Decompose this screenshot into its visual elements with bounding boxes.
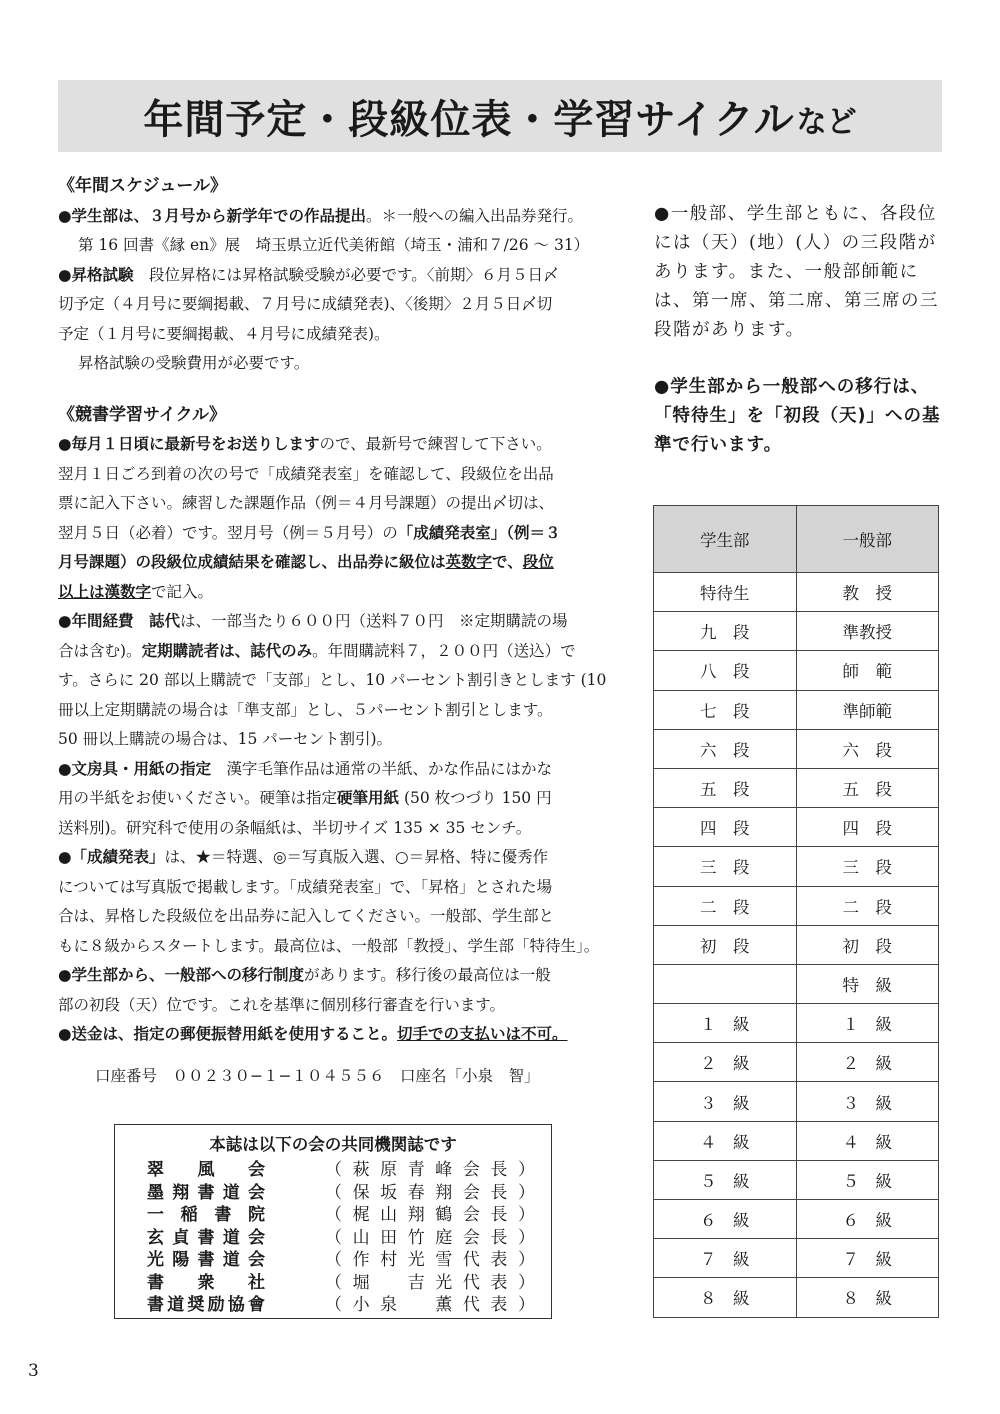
text-segment: 漢字毛筆作品は通常の半紙、かな作品にはかな bbox=[211, 759, 553, 778]
general-rank-cell: 教 授 bbox=[796, 573, 939, 612]
text-line bbox=[58, 578, 618, 608]
general-rank-cell: 準師範 bbox=[796, 690, 939, 729]
student-rank-cell: 三 段 bbox=[654, 847, 797, 886]
text-segment: ので、最新号で練習して下さい。 bbox=[319, 435, 552, 453]
general-rank-cell: 四 段 bbox=[796, 808, 939, 847]
student-rank-cell: 八 段 bbox=[654, 651, 797, 690]
text-segment: 以上は漢数字 bbox=[58, 582, 152, 601]
text-line bbox=[58, 755, 618, 785]
association-row bbox=[115, 1227, 551, 1250]
student-rank-cell: 七 段 bbox=[654, 690, 797, 729]
rank-row bbox=[654, 768, 939, 807]
cycle-heading: 《競書学習サイクル》 bbox=[58, 404, 226, 425]
text-segment: 英数字 bbox=[445, 553, 493, 571]
text-segment: 冊以上定期購読の場合は「準支部」とし、５パーセント割引とします。 bbox=[58, 700, 553, 719]
text-line bbox=[58, 202, 618, 232]
schedule-body bbox=[58, 202, 618, 379]
text-line bbox=[58, 231, 618, 261]
text-segment: 合は、昇格した段級位を出品券に記入してください。一般部、学生部と bbox=[58, 907, 555, 925]
text-line bbox=[58, 430, 618, 460]
rank-row bbox=[654, 1004, 939, 1043]
rank-table bbox=[653, 505, 939, 1318]
text-line bbox=[58, 814, 618, 844]
text-segment: ●毎月１日頃に最新号をお送りします bbox=[58, 435, 320, 453]
text-segment: 。年間購読料７，２００円（送込）で bbox=[312, 641, 576, 660]
text-segment: については写真版で掲載します。「成績発表室」で、「昇格」とされた場 bbox=[58, 877, 553, 896]
page-title-suffix: など bbox=[796, 105, 857, 140]
student-rank-cell: 九 段 bbox=[654, 612, 797, 651]
rank-row bbox=[654, 612, 939, 651]
general-rank-cell: ４ 級 bbox=[796, 1121, 939, 1160]
rank-row bbox=[654, 925, 939, 964]
association-list bbox=[115, 1159, 551, 1317]
text-segment: 50 冊以上購読の場合は、15 パーセント割引)。 bbox=[58, 730, 393, 748]
text-segment: 段位 bbox=[522, 553, 554, 571]
text-segment: 硬筆用紙 bbox=[337, 789, 400, 807]
text-segment: で、 bbox=[492, 553, 523, 571]
text-line bbox=[58, 873, 618, 903]
text-segment: 合は含む)。 bbox=[58, 641, 142, 660]
text-segment: 用の半紙をお使いください。硬筆は指定 bbox=[58, 789, 338, 807]
association-row bbox=[115, 1159, 551, 1182]
section-gap bbox=[58, 379, 618, 401]
text-line bbox=[58, 349, 618, 379]
text-line bbox=[58, 932, 618, 962]
header-general: 一般部 bbox=[796, 506, 939, 573]
rank-row bbox=[654, 1278, 939, 1317]
association-name: 一稲書院 bbox=[147, 1205, 265, 1225]
rank-row bbox=[654, 808, 939, 847]
association-name: 書道奨励協會 bbox=[147, 1295, 265, 1315]
student-rank-cell: ７ 級 bbox=[654, 1239, 797, 1278]
general-rank-cell: ５ 級 bbox=[796, 1160, 939, 1199]
student-rank-cell: 初 段 bbox=[654, 925, 797, 964]
general-rank-cell: １ 級 bbox=[796, 1004, 939, 1043]
text-line bbox=[58, 1020, 618, 1050]
text-segment: 翌月５日（必着）です。翌月号（例＝５月号）の bbox=[58, 523, 398, 542]
association-name: 玄貞書道会 bbox=[147, 1227, 265, 1248]
rank-row bbox=[654, 729, 939, 768]
association-row bbox=[115, 1249, 551, 1272]
schedule-heading: 《年間スケジュール》 bbox=[58, 176, 227, 196]
student-rank-cell: ６ 級 bbox=[654, 1200, 797, 1239]
association-leader: （小泉 薫代表） bbox=[325, 1295, 535, 1315]
general-rank-cell: 師 範 bbox=[796, 651, 939, 690]
student-rank-cell: ３ 級 bbox=[654, 1082, 797, 1121]
rank-row bbox=[654, 847, 939, 886]
text-line bbox=[58, 902, 618, 932]
text-line bbox=[58, 607, 618, 637]
text-segment: ●昇格試験 bbox=[58, 265, 134, 284]
general-rank-cell: ８ 級 bbox=[796, 1278, 939, 1317]
text-line bbox=[58, 290, 618, 320]
rank-row bbox=[654, 964, 939, 1003]
page-number: 3 bbox=[28, 1361, 39, 1381]
association-heading: 本誌は以下の会の共同機関誌です bbox=[209, 1135, 457, 1154]
text-segment: 送料別)。研究科で使用の条幅紙は、半切サイズ 135 × 35 センチ。 bbox=[58, 818, 532, 837]
association-name: 書衆社 bbox=[147, 1272, 265, 1293]
rank-row bbox=[654, 1239, 939, 1278]
student-rank-cell: ４ 級 bbox=[654, 1121, 797, 1160]
cycle-body bbox=[58, 430, 618, 1050]
text-segment: ●送金は、指定の郵便振替用紙を使用すること。 bbox=[58, 1025, 398, 1043]
header-student: 学生部 bbox=[654, 506, 797, 573]
student-rank-cell: １ 級 bbox=[654, 1004, 797, 1043]
general-rank-cell: 六 段 bbox=[796, 729, 939, 768]
association-row bbox=[115, 1294, 551, 1317]
text-segment: 票に記入下さい。練習した課題作品（例＝４月号課題）の提出〆切は、 bbox=[58, 494, 555, 512]
general-rank-cell: 二 段 bbox=[796, 886, 939, 925]
association-row bbox=[115, 1182, 551, 1205]
text-segment: ●学生部は、３月号から新学年での作品提出 bbox=[58, 206, 367, 225]
student-rank-cell: ８ 級 bbox=[654, 1278, 797, 1317]
text-line bbox=[58, 725, 618, 755]
association-name: 光陽書道会 bbox=[147, 1250, 265, 1270]
text-line bbox=[58, 489, 618, 519]
text-line bbox=[58, 666, 618, 696]
student-rank-cell: 特待生 bbox=[654, 573, 797, 612]
text-line bbox=[58, 696, 618, 726]
student-rank-cell: ２ 級 bbox=[654, 1043, 797, 1082]
text-segment: ●文房具・用紙の指定 bbox=[58, 759, 212, 778]
left-column bbox=[58, 172, 618, 1050]
page-title: 年間予定・段級位表・学習サイクル bbox=[143, 96, 795, 143]
student-rank-cell bbox=[654, 964, 797, 1003]
text-line bbox=[58, 991, 618, 1021]
page-title-banner bbox=[58, 80, 942, 152]
text-segment: 定期購読者は、誌代のみ bbox=[141, 641, 313, 660]
text-segment: 昇格試験の受験費用が必要です。 bbox=[78, 354, 310, 372]
text-segment: で記入。 bbox=[151, 582, 214, 601]
text-line bbox=[58, 320, 618, 350]
general-rank-cell: ２ 級 bbox=[796, 1043, 939, 1082]
association-leader: （萩原青峰会長） bbox=[325, 1160, 535, 1180]
general-rank-cell: ６ 級 bbox=[796, 1200, 939, 1239]
text-segment: 予定（１月号に要綱掲載、４月号に成績発表)。 bbox=[58, 324, 390, 343]
association-row bbox=[115, 1272, 551, 1295]
text-segment: 切予定（４月号に要綱掲載、７月号に成績発表)、〈後期〉２月５日〆切 bbox=[58, 295, 553, 313]
association-leader: （堀 吉光代表） bbox=[325, 1272, 535, 1293]
text-line bbox=[58, 784, 618, 814]
rank-row bbox=[654, 1082, 939, 1121]
rank-row bbox=[654, 690, 939, 729]
text-segment: があります。移行後の最高位は一般 bbox=[304, 966, 551, 984]
bank-account: 口座番号 ００２３０−１−１０４５５６ 口座名「小泉 智」 bbox=[95, 1067, 540, 1085]
general-rank-cell: 初 段 bbox=[796, 925, 939, 964]
rank-row bbox=[654, 1200, 939, 1239]
general-rank-cell: ３ 級 bbox=[796, 1082, 939, 1121]
text-segment: 月号課題）の段級位成績結果を確認し、出品券に級位は bbox=[58, 553, 446, 571]
general-rank-cell: 特 級 bbox=[796, 964, 939, 1003]
text-segment: ●年間経費 誌代 bbox=[58, 612, 181, 630]
text-segment: 翌月１日ごろ到着の次の号で「成績発表室」を確認して、段級位を出品 bbox=[58, 464, 554, 483]
association-leader: （梶山翔鶴会長） bbox=[325, 1205, 535, 1225]
text-segment: (50 枚つづり 150 円 bbox=[399, 789, 552, 807]
association-box bbox=[114, 1124, 552, 1319]
text-segment: は、一部当たり６００円（送料７０円 ※定期購読の場 bbox=[180, 612, 568, 630]
general-rank-cell: ７ 級 bbox=[796, 1239, 939, 1278]
student-rank-cell: 六 段 bbox=[654, 729, 797, 768]
general-rank-cell: 五 段 bbox=[796, 768, 939, 807]
text-line bbox=[58, 637, 618, 667]
text-segment: ●「成績発表」 bbox=[58, 848, 165, 866]
text-line bbox=[58, 519, 618, 549]
text-line bbox=[58, 460, 618, 490]
association-name: 墨翔書道会 bbox=[147, 1182, 265, 1203]
text-segment: 。＊一般への編入出品券発行。 bbox=[366, 206, 584, 225]
student-rank-cell: ５ 級 bbox=[654, 1160, 797, 1199]
text-line bbox=[58, 961, 618, 991]
text-segment: 部の初段（天）位です。これを基準に個別移行審査を行います。 bbox=[58, 995, 506, 1014]
text-line bbox=[58, 261, 618, 291]
rank-table-header bbox=[654, 506, 939, 573]
text-segment: 段位昇格には昇格試験受験が必要です。〈前期〉６月５日〆 bbox=[133, 265, 559, 284]
text-segment: 「成績発表室」（例＝３ bbox=[397, 523, 561, 542]
rank-row bbox=[654, 573, 939, 612]
student-rank-cell: 四 段 bbox=[654, 808, 797, 847]
transfer-note: ●学生部から一般部への移行は、「特待生」を「初段（天)」への基準で行います。 bbox=[654, 377, 941, 455]
rank-row bbox=[654, 1160, 939, 1199]
association-name: 翠風会 bbox=[147, 1160, 265, 1180]
text-segment: は、★＝特選、◎＝写真版入選、○＝昇格、特に優秀作 bbox=[164, 848, 549, 866]
rank-row bbox=[654, 1043, 939, 1082]
rank-table-body bbox=[654, 573, 939, 1318]
association-leader: （作村光雪代表） bbox=[325, 1250, 535, 1270]
text-segment: ●学生部から、一般部への移行制度 bbox=[58, 966, 305, 984]
text-line bbox=[58, 843, 618, 873]
rank-row bbox=[654, 651, 939, 690]
association-leader: （山田竹庭会長） bbox=[325, 1227, 535, 1248]
text-segment: す。さらに 20 部以上購読で「支部」とし、10 パーセント割引きとします (10 bbox=[58, 671, 607, 689]
rank-row bbox=[654, 886, 939, 925]
text-segment: 切手での支払いは不可。 bbox=[397, 1025, 568, 1043]
text-segment: 第 16 回書《縁 en》展 埼玉県立近代美術館（埼玉・浦和７/26 〜 31） bbox=[78, 236, 590, 254]
text-segment: もに８級からスタートします。最高位は、一般部「教授」、学生部「特待生」。 bbox=[58, 936, 600, 955]
right-notes bbox=[654, 200, 944, 460]
association-leader: （保坂春翔会長） bbox=[325, 1182, 535, 1203]
rank-note: ●一般部、学生部ともに、各段位には（天）(地）(人）の三段階があります。また、一般部師範には、第一席、第二席、第三席の三段階があります。 bbox=[654, 204, 939, 340]
general-rank-cell: 三 段 bbox=[796, 847, 939, 886]
text-line bbox=[58, 548, 618, 578]
student-rank-cell: 五 段 bbox=[654, 768, 797, 807]
association-row bbox=[115, 1204, 551, 1227]
general-rank-cell: 準教授 bbox=[796, 612, 939, 651]
student-rank-cell: 二 段 bbox=[654, 886, 797, 925]
rank-row bbox=[654, 1121, 939, 1160]
